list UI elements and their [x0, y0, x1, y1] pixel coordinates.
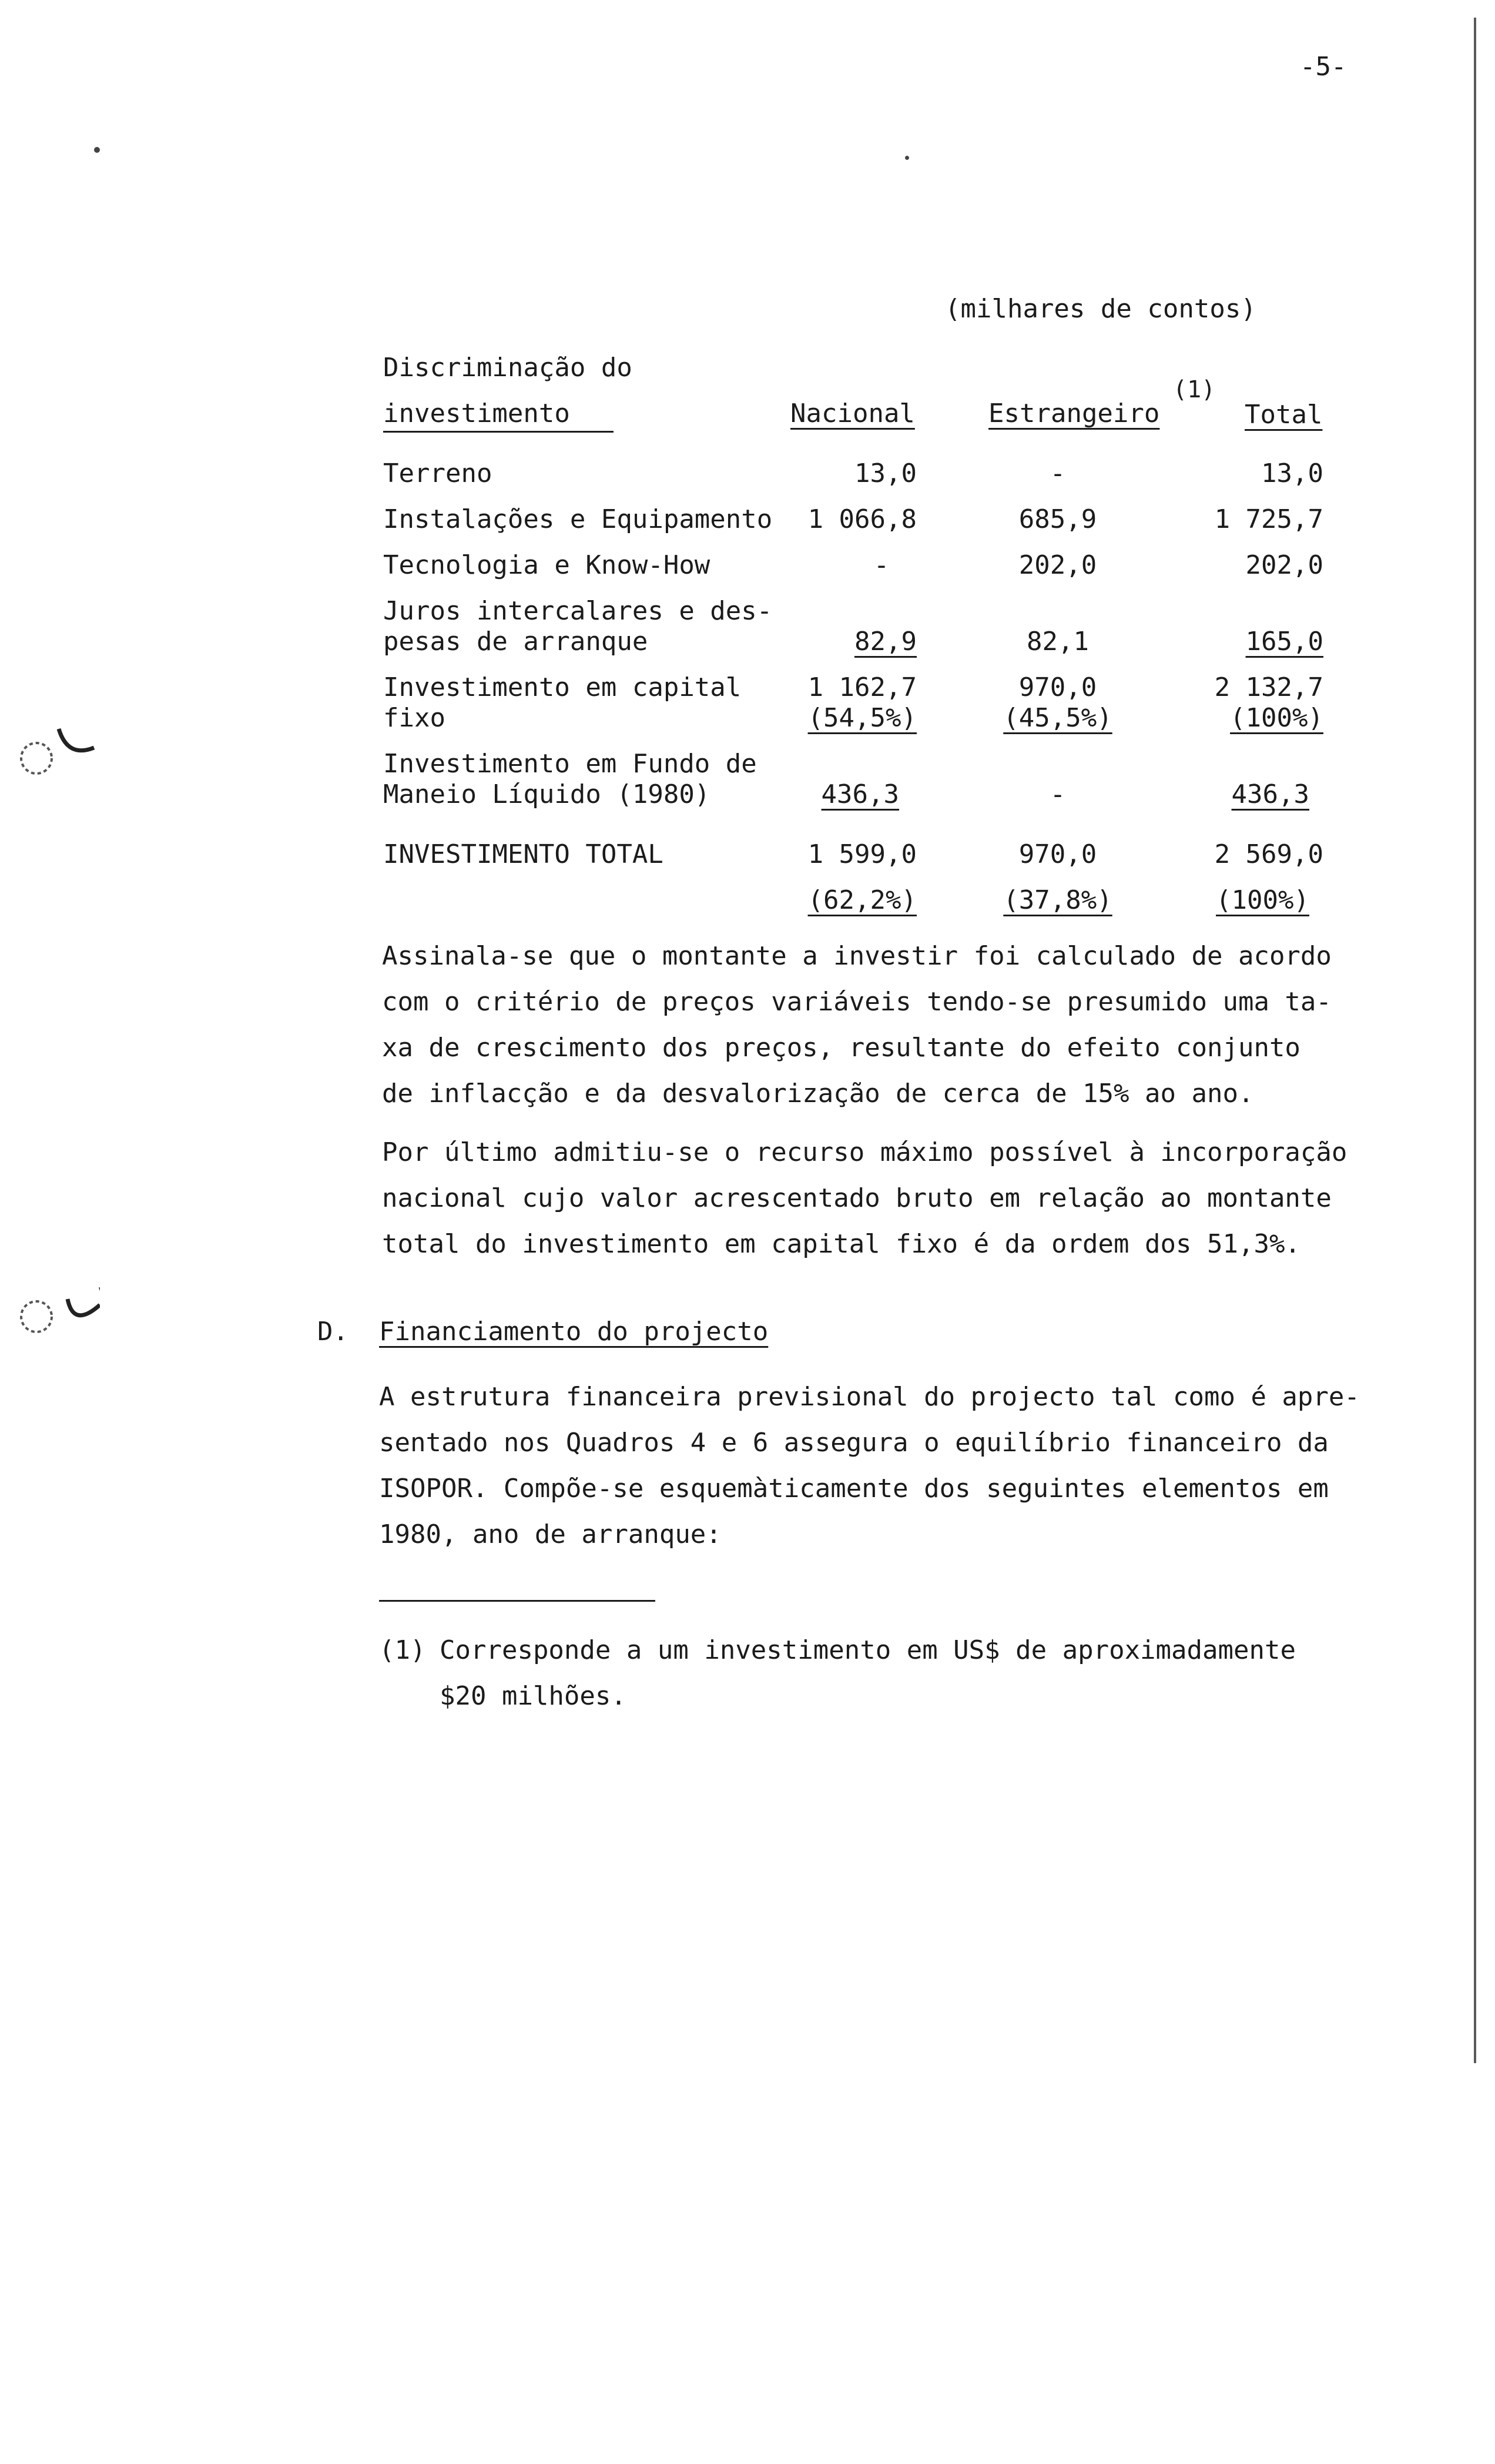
cell-value: 165,0 — [1245, 627, 1323, 657]
text-line: Por último admitiu-se o recurso máximo possível à incorporação — [382, 1137, 1347, 1167]
page-edge-line — [1474, 18, 1476, 2063]
scan-speck — [94, 147, 100, 153]
footnote-text: Corresponde a um investimento em US$ de aproximadamente — [440, 1635, 1296, 1665]
cell-value: (100%) — [1216, 885, 1309, 915]
cell-nacional — [758, 779, 899, 809]
text-line: sentado nos Quadros 4 e 6 assegura o equilíbrio financeiro da — [379, 1428, 1329, 1458]
cell-estrangeiro: 970,0 — [1018, 839, 1097, 869]
text-line: de inflacção e da desvalorização de cerca de 15% ao ano. — [382, 1079, 1254, 1109]
row-label: Investimento em Fundo de — [383, 749, 757, 779]
cell-nacional: 13,0 — [854, 458, 917, 488]
cell-total-percent — [1182, 703, 1323, 733]
paragraph — [382, 1130, 1347, 1267]
binder-hole-mark — [12, 1275, 100, 1340]
cell-total — [1182, 627, 1323, 657]
cell-estrangeiro-percent — [987, 703, 1128, 733]
text-line: total do investimento em capital fixo é da ordem dos 51,3%. — [382, 1229, 1300, 1259]
cell-nacional: 1 066,8 — [807, 504, 917, 534]
row-label: Maneio Líquido (1980) — [383, 779, 710, 809]
text-line: nacional cujo valor acrescentado bruto em relação ao montante — [382, 1183, 1332, 1213]
column-header-estrangeiro: Estrangeiro — [988, 399, 1160, 428]
cell-total — [1168, 779, 1309, 809]
cell-estrangeiro: 202,0 — [1018, 550, 1097, 580]
row-label: Tecnologia e Know-How — [383, 550, 710, 580]
cell-total: 2 132,7 — [1214, 672, 1323, 702]
text-line: ISOPOR. Compõe-se esquemàticamente dos seguintes elementos em — [379, 1474, 1329, 1504]
footnote-marker: (1) — [379, 1635, 426, 1665]
column-header-total: Total — [1245, 400, 1323, 430]
cell-value: 82,9 — [854, 627, 917, 657]
cell-nacional: 1 162,7 — [807, 672, 917, 702]
cell-value: 436,3 — [1231, 779, 1309, 809]
row-label: Investimento em capital — [383, 672, 742, 702]
table-header-label-line1: Discriminação do — [383, 353, 632, 383]
table-header-label-line2: investimento — [383, 399, 614, 433]
text-line: com o critério de preços variáveis tendo-se presumido uma ta- — [382, 987, 1332, 1017]
cell-value: (37,8%) — [1003, 885, 1112, 915]
page-number: -5- — [1300, 52, 1347, 82]
cell-value: (45,5%) — [1003, 703, 1112, 733]
paragraph — [382, 933, 1332, 1117]
paragraph — [379, 1374, 1360, 1558]
cell-value: (62,2%) — [807, 885, 917, 915]
cell-estrangeiro: - — [1050, 458, 1066, 488]
cell-value: 436,3 — [821, 779, 899, 809]
cell-value: (54,5%) — [807, 703, 917, 733]
cell-total: 13,0 — [1261, 458, 1323, 488]
row-label: pesas de arranque — [383, 627, 648, 657]
cell-total: 202,0 — [1245, 550, 1323, 580]
cell-nacional-percent — [776, 885, 917, 915]
row-label: fixo — [383, 703, 445, 733]
cell-estrangeiro: 970,0 — [1018, 672, 1097, 702]
row-label: Instalações e Equipamento — [383, 504, 773, 534]
cell-nacional: 1 599,0 — [807, 839, 917, 869]
cell-total-percent — [1168, 885, 1309, 915]
text-line: xa de crescimento dos preços, resultante do efeito conjunto — [382, 1033, 1300, 1063]
cell-nacional — [776, 627, 917, 657]
cell-estrangeiro: 685,9 — [1018, 504, 1097, 534]
cell-nacional-percent — [776, 703, 917, 733]
cell-total: 1 725,7 — [1214, 504, 1323, 534]
footnote-text: $20 milhões. — [440, 1681, 626, 1711]
section-title: Financiamento do projecto — [379, 1317, 769, 1347]
cell-value: (100%) — [1230, 703, 1323, 733]
cell-estrangeiro: - — [1050, 779, 1066, 809]
footnote-separator — [379, 1600, 655, 1602]
column-header-nacional: Nacional — [790, 399, 915, 428]
table-units: (milhares de contos) — [945, 294, 1256, 324]
footnote-reference: (1) — [1173, 376, 1216, 403]
cell-estrangeiro-percent — [987, 885, 1128, 915]
text-line: A estrutura financeira previsional do projecto tal como é apre- — [379, 1382, 1360, 1412]
text-line: 1980, ano de arranque: — [379, 1519, 722, 1549]
row-label: Terreno — [383, 458, 492, 488]
binder-hole-mark — [12, 717, 100, 782]
cell-estrangeiro: 82,1 — [1027, 627, 1089, 657]
row-label: Juros intercalares e des- — [383, 596, 773, 626]
section-letter: D. — [317, 1317, 348, 1347]
scan-speck — [905, 156, 909, 160]
cell-nacional: - — [873, 550, 890, 580]
cell-total: 2 569,0 — [1214, 839, 1323, 869]
row-label: INVESTIMENTO TOTAL — [383, 839, 663, 869]
text-line: Assinala-se que o montante a investir foi calculado de acordo — [382, 941, 1332, 971]
